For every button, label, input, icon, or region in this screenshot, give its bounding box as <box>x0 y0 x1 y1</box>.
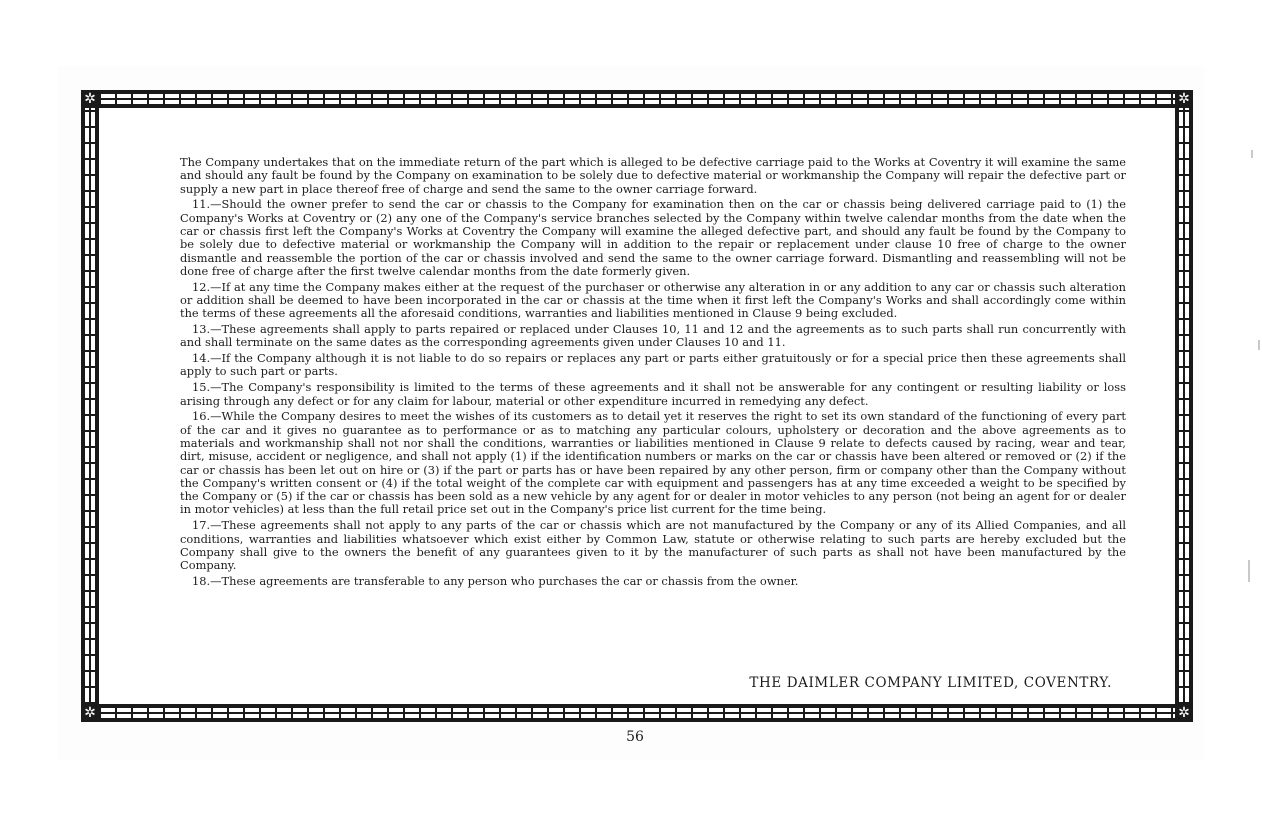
scan-artifact <box>1258 340 1260 350</box>
clause-intro: The Company undertakes that on the immediate return of the part which is alleged to be defective carriage paid to the Works at Coventry it will examine the same and should any fault be found by the Company on examination to be solely due to defective material or workmanship the Company will repair the defective part or supply a new part in place thereof free of charge and send the same to the owner carriage forward. <box>180 155 1126 196</box>
clause-16: 16.—While the Company desires to meet the wishes of its customers as to detail yet it reserves the right to set its own standard of the functioning of every part of the car and it gives no guarantee as to performance or as to matching any particular colours, upholstery or decoration and the above agreements as to materials and workmanship shall not nor shall the conditions, warranties or liabilities mentioned in Clause 9 relate to defects caused by racing, wear and tear, dirt, misuse, accident or negligence, and shall not apply (1) if the identification numbers or marks on the car or chassis have been altered or removed or (2) if the car or chassis has been let out on hire or (3) if the part or parts has or have been repaired by any other person, firm or company other than the Company without the Company's written consent or (4) if the total weight of the complete car with equipment and passengers has at any time exceeded a weight to be specified by the Company or (5) if the car or chassis has been sold as a new vehicle by any agent for or dealer in motor vehicles to any person (not being an agent for or dealer in motor vehicles) at less than the full retail price set out in the Company's price list current for the time being. <box>180 409 1126 517</box>
clause-14: 14.—If the Company although it is not liable to do so repairs or replaces any part or parts either gratuitously or for a special price then these agreements shall apply to such part or parts. <box>180 351 1126 379</box>
agreement-text <box>180 156 1126 591</box>
corner-ornament-icon: ✲ <box>1178 91 1190 107</box>
clause-11: 11.—Should the owner prefer to send the car or chassis to the Company for examination then on the car or chassis being delivered carriage paid to (1) the Company's Works at Coventry or (2) any one of the Company's service branches selected by the Company within twelve calendar months from the date when the car or chassis first left the Company's Works at Coventry the Company will examine the alleged defective part, and should any fault be found by the Company to be solely due to defective material or workmanship the Company will in addition to the repair or replacement under clause 10 free of charge to the owner dismantle and reassemble the portion of the car or chassis involved and send the same to the owner carriage forward. Dismantling and reassembling will not be done free of charge after the first twelve calendar months from the date formerly given. <box>180 197 1126 278</box>
corner-ornament-icon: ✲ <box>1178 705 1190 721</box>
clause-18: 18.—These agreements are transferable to any person who purchases the car or chassis from the owner. <box>192 573 799 588</box>
border-right-pattern <box>1179 108 1189 704</box>
clause-15: 15.—The Company's responsibility is limited to the terms of these agreements and it shall not be answerable for any contingent or resulting liability or loss arising through any defect or for any claim for labour, material or other expenditure incurred in remedying any defect. <box>180 380 1126 408</box>
corner-ornament-icon: ✲ <box>84 91 96 107</box>
corner-ornament-icon: ✲ <box>84 705 96 721</box>
greek-key-border <box>81 90 1193 722</box>
text-panel <box>99 108 1175 704</box>
border-top-pattern <box>99 94 1175 104</box>
clause-12: 12.—If at any time the Company makes either at the request of the purchaser or otherwise any alteration in or any addition to any car or chassis such alteration or addition shall be deemed to have been incorporated in the car or chassis at the time when it first left the Company's Works and shall accordingly come within the terms of these agreements all the aforesaid conditions, warranties and liabilities mentioned in Clause 9 being excluded. <box>180 279 1126 321</box>
scan-artifact <box>1251 150 1253 158</box>
company-signature: THE DAIMLER COMPANY LIMITED, COVENTRY. <box>749 675 1112 691</box>
page-number: 56 <box>626 729 644 745</box>
clause-13: 13.—These agreements shall apply to parts repaired or replaced under Clauses 10, 11 and 12 and the agreements as to such parts shall run concurrently with and shall terminate on the same dates as the corresponding agreements given under Clauses 10 and 11. <box>180 322 1126 350</box>
scan-artifact <box>1248 560 1250 582</box>
border-left-pattern <box>85 108 95 704</box>
clause-17: 17.—These agreements shall not apply to any parts of the car or chassis which are not manufactured by the Company or any of its Allied Companies, and all conditions, warranties and liabilities whatsoever which exist either by Common Law, statute or otherwise relating to such parts are hereby excluded but the Company shall give to the owners the benefit of any guarantees given to it by the manufacturer of such parts as shall not have been manufactured by the Company. <box>180 518 1126 573</box>
border-bottom-pattern <box>99 708 1175 718</box>
